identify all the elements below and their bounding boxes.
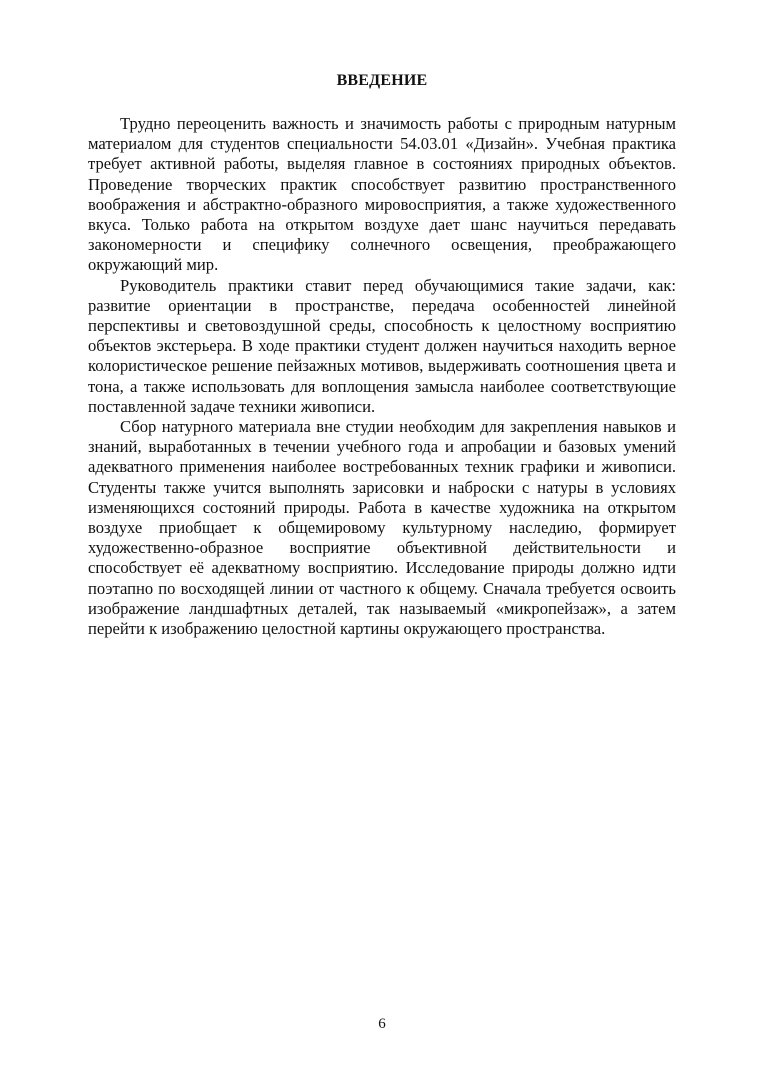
paragraph-2: Руководитель практики ставит перед обучающимися такие задачи, как: развитие ориентации в пространстве, передача особенностей линейной перспективы и световоздушной среды, способность к целостному восприятию объектов экстерьера. В ходе практики студент должен научиться находить верное колористическое решение пейзажных мотивов, выдерживать соотношения цвета и тона, а также использовать для воплощения замысла наиболее соответствующие поставленной задаче техники живописи. bbox=[88, 275, 676, 416]
page-title: ВВЕДЕНИЕ bbox=[336, 72, 428, 89]
body-text bbox=[88, 114, 676, 639]
paragraph-3: Сбор натурного материала вне студии необходим для закрепления навыков и знаний, выработанных в течении учебного года и апробации и базовых умений адекватного применения наиболее востребованных техник графики и живописи. Студенты также учится выполнять зарисовки и наброски с натуры в условиях изменяющихся состояний природы. Работа в качестве художника на открытом воздухе приобщает к общемировому культурному наследию, формирует художественно-образное восприятие объективной действительности и способствует её адекватному восприятию. Исследование природы должно идти поэтапно по восходящей линии от частного к общему. Сначала требуется освоить изображение ландшафтных деталей, так называемый «микропейзаж», а затем перейти к изображению целостной картины окружающего пространства. bbox=[88, 417, 676, 639]
page-number: 6 bbox=[378, 1016, 386, 1032]
paragraph-1: Трудно переоценить важность и значимость работы с природным натурным материалом для студентов специальности 54.03.01 «Дизайн». Учебная практика требует активной работы, выделяя главное в состояниях природных объектов. Проведение творческих практик способствует развитию пространственного воображения и абстрактно-образного мировосприятия, а также художественного вкуса. Только работа на открытом воздухе дает шанс научиться передавать закономерности и специфику солнечного освещения, преображающего окружающий мир. bbox=[88, 114, 676, 275]
